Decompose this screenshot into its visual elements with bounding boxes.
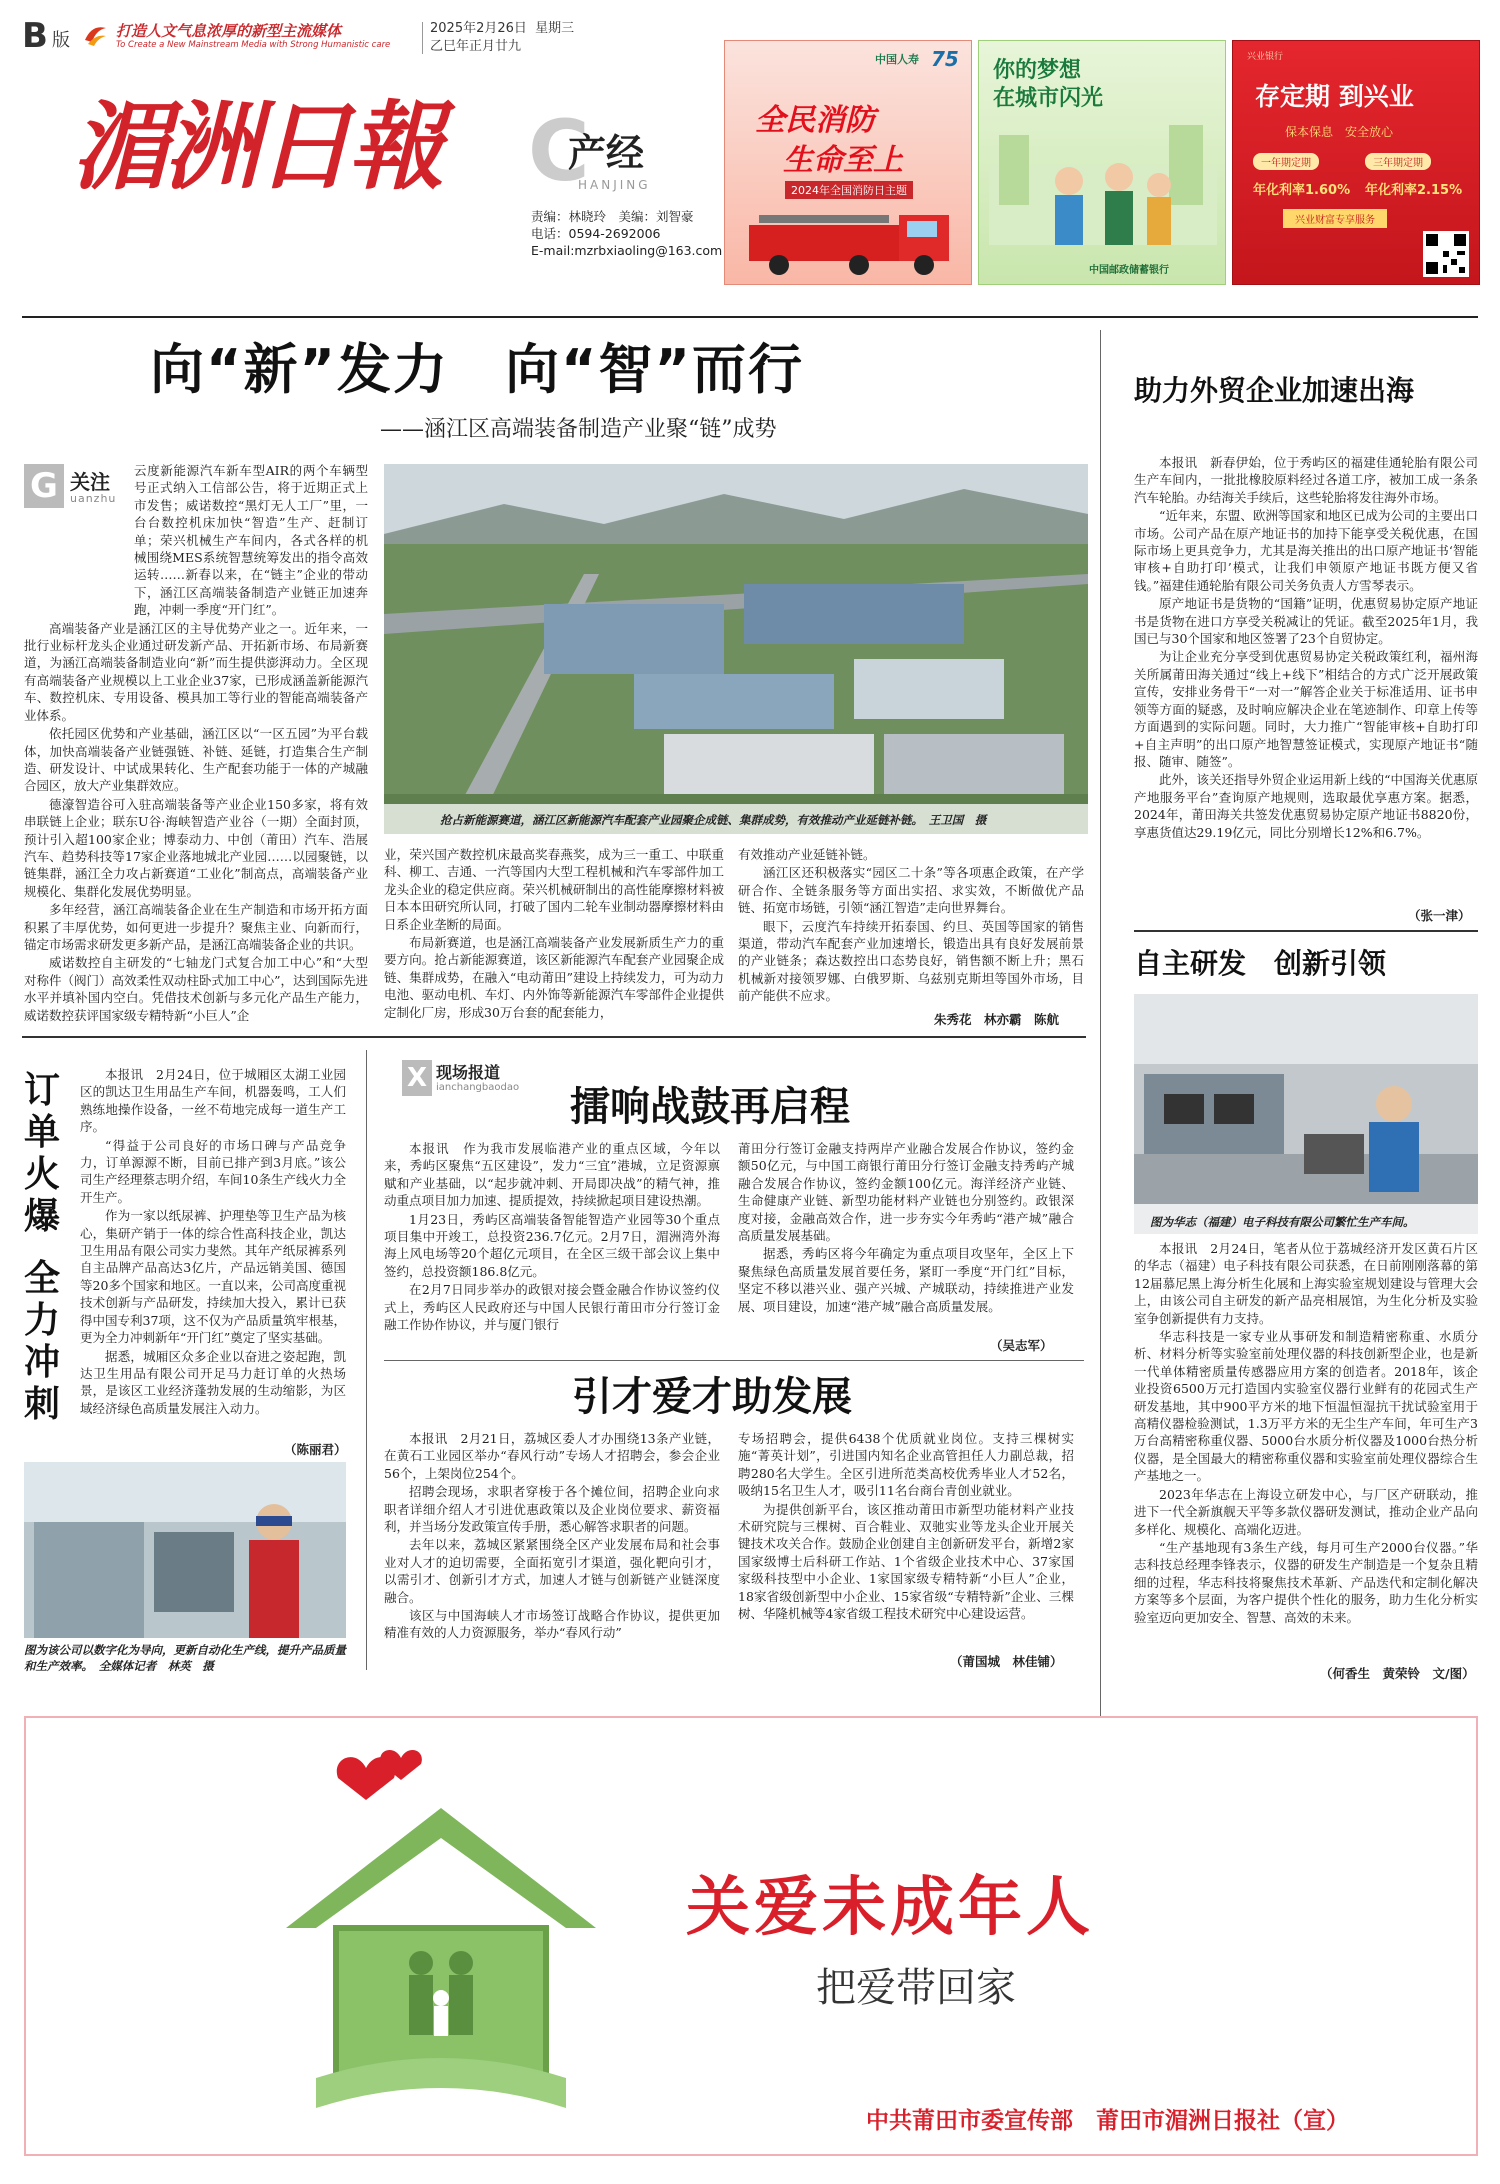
rnd-p1: 本报讯 2月24日，笔者从位于荔城经济开发区黄石片区的华志（福建）电子科技有限公司获悉，在日前刚刚落幕的第12届慕尼黑上海分析生化展和上海实验室规划建设与管理大会上，由该公司自主研发的新产品亮相展馆，为生化分析及实验室争创新提供有力支持。 [1134,1241,1478,1326]
ad-industrial-bank[interactable] [1232,40,1480,285]
orders-body [80,1066,346,1456]
onsite-col1 [384,1140,720,1380]
talent-col2 [738,1430,1074,1670]
column-tag-xianchang [402,1060,542,1100]
onsite-col2-p2: 据悉，秀屿区将今年确定为重点项目攻坚年，全区上下聚焦绿色高质量发展首要任务，紧盯一季度“开门红”目标，坚定不移以港兴业、强产兴城、产城联动，持续推进产业发展、项目建设，加速“港产城”融合高质量发展。 [738,1246,1074,1314]
ad-fire-safety[interactable] [724,40,972,285]
main-col3-p1: 有效推动产业延链补链。 [738,847,876,862]
rnd-p2: 华志科技是一家专业从事研发和制造精密称重、水质分析、材料分析等实验室前处理仪器的科技创新型企业，也是新一代单体精密质量传感器应用方案的创造者。2018年，该企业投资6500万元打造国内实验室仪器行业鲜有的花园式生产研发基地，其中900平方米的地下恒温恒湿抗干扰试验室用于高精仪器检验测试，1.3万平方米的无尘生产车间，年可生产3万台高精密称重仪器、5000台水质分析仪器及1000台热分析仪器，是全国最大的精密称重仪器和实验室前处理仪器综合生产基地之一。 [1134,1329,1478,1484]
orders-title-a: 订单火爆 [24,1070,61,1237]
main-col3-p2: 涵江区还积极落实“园区二十条”等各项惠企政策，在产学研合作、全链条服务等方面出实招、求实效，不断做优产品链、拓宽市场链，引领“涵江智造”走向世界舞台。 [738,865,1084,916]
main-col2-p1: 业，荣兴国产数控机床最高奖春燕奖，成为三一重工、中联重科、柳工、吉通、一汽等国内大型工程机械和汽车零部件加工龙头企业的稳定供应商。荣兴机械研制出的高性能摩擦材料被日本本田研究所认同，打破了国内二轮车业制动器摩擦材料由日系企业垄断的局面。 [384,847,724,932]
psa-subtitle: 把爱带回家 [816,1965,1016,2011]
talent-p4: 该区与中国海峡人才市场签订战略合作协议，提供更加精准有效的人力资源服务，举办“春风行动” [384,1608,720,1641]
lab-workshop-photo [1134,994,1478,1234]
section-letter: C [528,102,590,200]
ad3-term1: 一年期定期 [1253,153,1319,170]
rnd-byline: （何香生 黄荣铃 文/图） [1320,1666,1475,1681]
main-p2: 高端装备产业是涵江区的主导优势产业之一。近年来，一批行业标杆龙头企业通过研发新产品、开拓新市场、布局新赛道，为涵江高端装备制造业向“新”而生提供澎湃动力。全区现有高端装备产业规模以上工业企业37家，已形成涵盖新能源汽车、数控机床、专用设备、模具加工等行业的智能高端装备产业体系。 [24,620,368,723]
date: 2025年2月26日 [430,21,527,36]
psa-title: 关爱未成年人 [686,1870,1094,1945]
onsite-col2-p1: 莆田分行签订金融支持两岸产业融合发展合作协议，签约金额50亿元，与中国工商银行莆田分行签订金融支持秀屿产城融合发展合作协议，签约金额100亿元。海洋经济产业链、生命健康产业链、新型功能材料产业链也分别签约。政银深度对接，金融高效合作，进一步夯实今年秀屿“港产城”融合高质量发展基础。 [738,1141,1074,1244]
main-subtitle: ——涵江区高端装备制造产业聚“链”成势 [380,417,777,442]
phone: 电话：0594-2692006 [531,226,661,241]
ad2-bank: 中国邮政储蓄银行 [1089,265,1169,276]
main-col1 [24,462,368,1026]
main-col2-p2: 布局新赛道，也是涵江高端装备产业发展新质生产力的重要方向。抢占新能源赛道，该区新能源汽车配套产业园聚企成链、集群成势，在融入“电动莆田”建设上持续发力，可为动力电池、驱动电机、车灯、内外饰等新能源汽车零部件企业提供定制化厂房，形成30万台套的配套能力， [384,935,724,1020]
onsite-p1: 本报讯 作为我市发展临港产业的重点区域，今年以来，秀屿区聚焦“五区建设”，发力“三宜”港城，立足资源禀赋和产业基础，以“起步就冲刺、开局即决战”的精气神，推动重点项目加力加速、提质提效，持续掀起项目建设热潮。 [384,1141,720,1209]
orders-p2: “得益于公司良好的市场口碑与产品竞争力，订单源源不断，目前已排产到3月底。”该公司生产经理蔡志明介绍，车间10条生产线火力全开生产。 [80,1137,346,1205]
rnd-headline: 自主研发 创新引领 [1134,947,1387,980]
orders-title-b: 全力冲刺 [24,1258,61,1425]
orders-p4: 据悉，城厢区众多企业以奋进之姿起跑，凯达卫生用品有限公司开足马力赶订单的火热场景，是该区工业经济蓬勃发展的生动缩影，为区域经济绿色高质量发展注入动力。 [80,1348,346,1416]
main-photo-caption: 抢占新能源赛道，涵江区新能源汽车配套产业园聚企成链、集群成势，有效推动产业延链补链。 王卫国 摄 [440,813,987,827]
trade-p3: 原产地证书是货物的“国籍”证明，优惠贸易协定原产地证书是货物在进口方享受关税减让的凭证。截至2025年1月，我国已与30个国家和地区签署了23个自贸协定。 [1134,596,1478,647]
trade-title: 助力外贸企业加速出海 [1134,374,1415,407]
ad1-subtitle: 2024年全国消防日主题 [785,181,913,199]
main-p3: 依托园区优势和产业基础，涵江区以“一区五园”为平台载体，加快高端装备产业链强链、补链、延链，打造集合生产制造、研发设计、中试成果转化、生产配套功能于一体的产城融合园区，放大产业集群效应。 [24,726,368,794]
ad1-title1: 全民消防 [755,103,875,138]
onsite-tag-pinyin: ianchangbaodao [436,1082,520,1093]
trade-p2: “近年来，东盟、欧洲等国家和地区已成为公司的主要出口市场。公司产品在原产地证书的加持下能享受关税优惠，在国际市场上更具竞争力，尤其是海关推出的出口原产地证书‘智能审核+自助打印’模式，让我们申领原产地证书既方便又省钱。”福建佳通轮胎有限公司关务负责人方雪琴表示。 [1134,508,1478,593]
main-headline: 向“新”发力 向“智”而行 [150,338,804,401]
ad2-title2: 在城市闪光 [993,86,1104,111]
psa-footer: 中共莆田市委宣传部 莆田市湄洲日报社（宣） [866,2108,1349,2134]
industrial-park-photo [384,464,1088,834]
talent-p3: 去年以来，荔城区紧紧围绕全区产业发展布局和社会事业对人才的迫切需要，全面拓宽引才渠道，强化靶向引才，以需引才、创新引才方式，加速人才链与创新链产业链深度融合。 [384,1537,720,1605]
rnd-body [1134,1240,1478,1680]
tag-letter: X [402,1060,432,1096]
trade-p1: 本报讯 新春伊始，位于秀屿区的福建佳通轮胎有限公司生产车间内，一批批橡胶原料经过各道工序，被加工成一条条汽车轮胎。办结海关手续后，这些轮胎将发往海外市场。 [1134,455,1478,505]
trade-byline: （张一津） [1408,908,1471,923]
main-col2 [384,846,724,1026]
city-people-illustration [989,125,1217,245]
house-heart-icon [276,1738,606,2118]
orders-headline [24,1070,74,1426]
ad3-service: 兴业财富专享服务 [1283,209,1387,228]
onsite-p2: 1月23日，秀屿区高端装备智能智造产业园等30个重点项目集中开竣工，总投资236.7亿元。2月7日，湄洲湾外海海上风电场等20个超亿元项目，在全区三级干部会议上集中签约，总投资额186.8亿元。 [384,1211,720,1279]
talent-p1: 本报讯 2月21日，荔城区委人才办围绕13条产业链，在黄石工业园区举办“春风行动”专场人才招聘会，参会企业56个，上架岗位254个。 [384,1431,720,1481]
ad3-brand: 兴业银行 [1247,52,1284,62]
ad1-brand: 中国人寿 [875,53,919,66]
ad1-badge: 75 [931,47,959,71]
orders-byline: （陈丽君） [284,1442,347,1457]
column-tag-pinyin: uanzhu [70,492,117,505]
trade-p4: 为让企业充分享受到优惠贸易协定关税政策红利，福州海关所属莆田海关通过“线上+线下”相结合的方式广泛开展政策宣传，安排业务骨干“一对一”解答企业关于标准适用、证书申领等方面的疑惑，及时响应解决企业在笔迹制作、印章上传等方面遇到的实际问题。同时，大力推广“智能审核+自助打印+自主声明”的出口原产地智慧签证模式，实现原产地证书“随报、随审、随签”。 [1134,649,1478,769]
edition-letter: B [22,16,48,56]
fire-truck-icon [739,201,959,281]
onsite-headline: 擂响战鼓再启程 [570,1084,850,1130]
edition-suffix: 版 [52,30,70,51]
orders-p1: 本报讯 2月24日，位于城厢区太湖工业园区的凯达卫生用品生产车间，机器轰鸣，工人们熟练地操作设备，一丝不苟地完成每一道生产工序。 [80,1067,346,1135]
main-col3 [738,846,1084,1026]
talent-col1 [384,1430,720,1670]
ad3-term2: 三年期定期 [1365,153,1431,170]
editor-info [531,208,731,259]
qr-code-icon[interactable] [1423,231,1469,277]
column-tag-guanzhu: G 关注 uanzhu [24,464,132,510]
edition-header [22,18,422,54]
rnd-p3: 2023年华志在上海设立研发中心，与厂区产研联动，推进下一代全新旗舰天平等多款仪器研发测试，推动企业产品向多样化、规模化、高端化迈进。 [1134,1486,1478,1537]
talent-col2-p1: 专场招聘会，提供6438个优质就业岗位。支持三棵树实施“菁英计划”，引进国内知名企业高管担任人力副总裁，招聘280名大学生。全区引进所范类高校优秀毕业人才52名，吸纳15名卫生人才，吸引11名台商台青创业就业。 [738,1431,1074,1499]
trade-p5: 此外，该关还指导外贸企业运用新上线的“中国海关优惠原产地服务平台”查询原产地规则，选取最优享惠方案。据悉，2024年，莆田海关共签发优惠贸易协定原产地证书8820份，享惠货值达29.19亿元，同比分别增长12%和6.7%。 [1134,772,1478,840]
main-p6: 威诺数控自主研发的“七轴龙门式复合加工中心”和“大型对称件（阀门）高效柔性双动柱卧式加工中心”，达到国际先进水平并填补国内空白。凭借技术创新与多元化产品生产能力，威诺数控获评国家级专精特新“小巨人”企 [24,955,368,1023]
ad3-title: 存定期 到兴业 [1255,82,1414,111]
slogan-en: To Create a New Mainstream Media with Strong Humanistic care [116,40,391,50]
trade-headline [1134,372,1474,410]
email: E-mail:mzrbxiaoling@163.com [531,243,723,258]
editor-line: 责编：林晓玲 美编：刘智豪 [531,209,694,224]
ad3-rate1: 年化利率1.60% [1253,183,1351,198]
main-col3-p3: 眼下，云度汽车持续开拓泰国、约旦、英国等国家的销售渠道，带动汽车配套产业加速增长，锻造出具有良好发展前景的产业链条；森达数控出口态势良好，销售额不断上升；黑石机械新对接领罗娜、白俄罗斯、乌兹别克斯坦等国外市场，目前产能供不应求。 [738,918,1084,1004]
onsite-p3: 在2月7日同步举办的政银对接会暨金融合作协议签约仪式上，秀屿区人民政府还与中国人民银行莆田市分行签订金融工作协作协议，并与厦门银行 [384,1282,720,1333]
column-tag-label: 关注 [70,470,110,494]
slogan-logo [82,22,108,48]
slogan-cn: 打造人文气息浓厚的新型主流媒体 [116,22,342,40]
ad-postal-bank[interactable] [978,40,1226,285]
section-mark [528,102,718,218]
rnd-photo-caption: 图为华志（福建）电子科技有限公司繁忙生产车间。 [1150,1215,1415,1229]
orders-p3: 作为一家以纸尿裤、护理垫等卫生产品为核心，集研产销于一体的综合性高科技企业，凯达卫生用品有限公司实力斐然。其年产纸尿裤系列自主品牌产品高达3亿片，产品远销美国、德国等20多个国家和地区。一直以来，公司高度重视技术创新与产品研发，持续加大投入，累计已获得中国专利37项，这不仅为产品质量筑牢根基，更为全力冲刺新年“开门红”奠定了坚实基础。 [80,1208,346,1346]
main-byline: 朱秀花 林亦霸 陈航 [934,1012,1060,1027]
main-p5: 多年经营，涵江高端装备企业在生产制造和市场开拓方面积累了丰厚优势，如何更进一步提升？聚焦主业、向新而行，锚定市场需求研发更多新产品，是涵江高端装备企业的共识。 [24,902,368,952]
main-p1: 云度新能源汽车新车型AIR的两个车辆型号正式纳入工信部公告，将于近期正式上市发售；威诺数控“黑灯无人工厂”里，一台台数控机床加快“智造”生产、赶制订单；荣兴机械生产车间内，各式各样的机械围绕MES系统智慧统筹发出的指令高效运转……新春以来，在“链主”企业的带动下，涵江区高端装备制造产业链正加速奔跑，冲刺一季度“开门红”。 [134,463,368,618]
orders-photo-caption: 图为该公司以数字化为导向，更新自动化生产线，提升产品质量和生产效率。 全媒体记者 林英 摄 [24,1643,346,1673]
talent-p2: 招聘会现场，求职者穿梭于各个摊位间，招聘企业向求职者详细介绍人才引进优惠政策以及企业岗位要求、薪资福利，并当场分发政策宣传手册，悉心解答求职者的问题。 [384,1484,720,1535]
ad2-title1: 你的梦想 [993,58,1082,83]
main-p4: 德濠智造谷可入驻高端装备等产业企业150多家，将有效串联链上企业；联东U谷·海峡智造产业谷（一期）全面封顶，预计引入超100家企业；博泰动力、中创（莆田）汽车、浩展汽车、趋势科技等17家企业落地城北产业园……以园聚链，以链集群，涵江全力攻占新赛道“工业化”制高点，高端装备产业规模化、集群化发展优势明显。 [24,796,368,899]
lunar-date: 乙巳年正月廿九 [430,39,522,54]
talent-headline: 引才爱才助发展 [572,1374,852,1420]
section-pinyin: HANJING [578,178,651,192]
ad3-subtitle: 保本保息 安全放心 [1285,125,1394,139]
talent-byline: （莆国城 林佳铺） [950,1654,1063,1669]
section-name: 产经 [568,131,645,175]
rnd-p4: “生产基地现有3条生产线，每月可生产2000台仪器。”华志科技总经理李锋表示，仪器的研发生产制造是一个复杂且精细的过程，华志科技将聚焦技术革新、产品迭代和定制化解决方案等多个层面，为客户提供个性化的服务，助力生化分析实验室迈向更加安全、智慧、高效的未来。 [1134,1539,1478,1625]
talent-col2-p2: 为提供创新平台，该区推动莆田市新型功能材料产业技术研究院与三棵树、百合鞋业、双驰实业等龙头企业开展关键技术攻关合作。鼓励企业创建自主创新研发平台，新增2家国家级博士后科研工作站、1个省级企业技术中心、37家国家级科技型中小企业、1家国家级专精特新“小巨人”企业，18家省级创新型中小企业、15家省级“专精特新”企业、三棵树、华隆机械等4家省级工程技术研究中心建设运营。 [738,1501,1074,1622]
ad1-title2: 生命至上 [783,143,903,178]
masthead: 湄洲日報 [72,90,440,203]
factory-worker-photo [24,1462,346,1638]
onsite-byline: （吴志军） [990,1338,1053,1353]
psa-banner [24,1716,1478,2156]
ad3-rate2: 年化利率2.15% [1365,183,1463,198]
onsite-tag: 现场报道 [436,1063,501,1082]
date-block [430,20,600,56]
trade-body [1134,454,1478,924]
weekday: 星期三 [535,21,575,36]
